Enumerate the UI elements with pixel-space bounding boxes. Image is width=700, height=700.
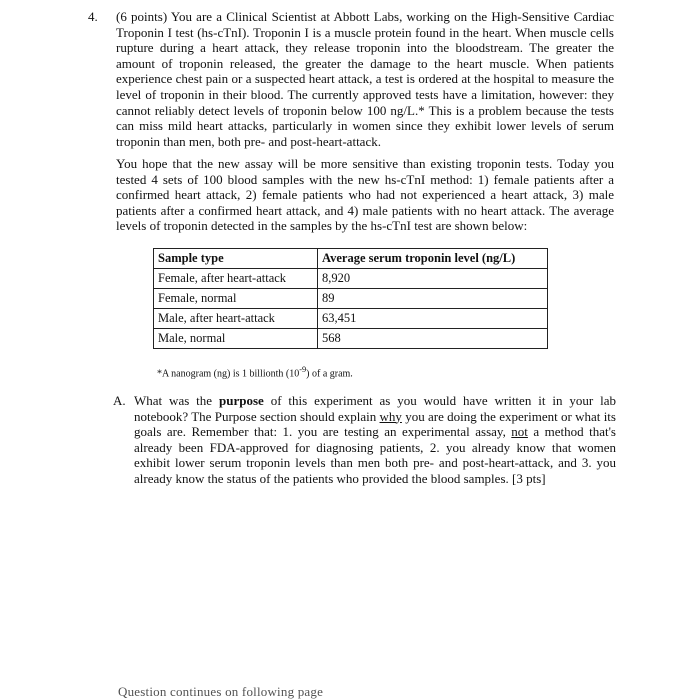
table-row [154, 289, 548, 309]
footnote-text: *A nanogram (ng) is 1 billionth (10 [157, 368, 300, 380]
table-cell-sample: Male, normal [154, 329, 318, 349]
intro-text: (6 points) You are a Clinical Scientist at Abbott Labs, working on the High-Sensitive Cardiac Troponin I test (hs-cTnI). Troponin I is a muscle protein found in the heart. When muscle cells rupture during a heart attack, they release troponin into the bloodstream. The greater the amount of troponin released, the greater the damage to the heart muscle. When patients experience chest pain or a suspected heart attack, a test is ordered at the hospital to measure the level of troponin in their blood. The currently approved tests have a limitation, however: they cannot reliably detect levels of troponin below 100 ng/L. [116, 9, 614, 118]
part-a-text-2: of this experiment as you would have written it in your lab notebook? The Purpose section should explain [134, 393, 616, 424]
table-cell-sample: Male, after heart-attack [154, 309, 318, 329]
table-cell-sample: Female, normal [154, 289, 318, 309]
column-header-sample-type: Sample type [154, 249, 318, 269]
part-a-text-1: What was the [134, 393, 219, 408]
question-number: 4. [88, 9, 98, 24]
table-row [154, 309, 548, 329]
footnote-exponent: -9 [299, 365, 307, 374]
troponin-table [153, 248, 548, 349]
footnote-mark: * [418, 102, 425, 118]
table-header-row [154, 249, 548, 269]
part-a-text-4: a method that's already been FDA-approved for diagnosing patients, 2. you already know that women exhibit lower serum troponin levels than men both pre- and post-heart-attack, and 3. you already know the status of the patients who provided the blood samples. [3 pts] [134, 424, 616, 486]
table-row [154, 269, 548, 289]
part-a-why-underlined: why [379, 408, 402, 424]
part-a-label: A. [113, 393, 126, 408]
table-row [154, 329, 548, 349]
part-a-purpose-bold: purpose [218, 393, 264, 408]
table-cell-sample: Female, after heart-attack [154, 269, 318, 289]
column-header-troponin-level: Average serum troponin level (ng/L) [318, 249, 548, 269]
experiment-description: You hope that the new assay will be more sensitive than existing troponin tests. Today you tested 4 sets of 100 blood samples with the new hs-cTnI method: 1) female patients after a confirmed heart attack, 2) female patients who had not experienced a heart attack, 3) male patients after a confirmed heart attack, and 4) male patients with no heart attack. The average levels of troponin detected in the samples by the hs-cTnI test are shown below: [116, 156, 614, 234]
part-a-text [134, 393, 616, 487]
table-cell-value: 63,451 [318, 309, 548, 329]
table-cell-value: 89 [318, 289, 548, 309]
question-intro [116, 9, 614, 149]
continued-note: Question continues on following page [118, 684, 324, 699]
footnote-end: ) of a gram. [306, 368, 353, 380]
table-cell-value: 8,920 [318, 269, 548, 289]
part-a-text-3: you are doing the experiment or what its goals are. Remember that: 1. you are testing an experimental assay, [134, 408, 616, 440]
part-a-not-underlined: not [511, 424, 528, 440]
nanogram-footnote [157, 364, 353, 380]
table-cell-value: 568 [318, 329, 548, 349]
part-a-question [113, 393, 616, 487]
intro-text-end: This is a problem because the tests can miss mild heart attacks, particularly in women since they exhibit lower levels of serum troponin than men, both pre- and post-heart-attack. [116, 102, 614, 149]
